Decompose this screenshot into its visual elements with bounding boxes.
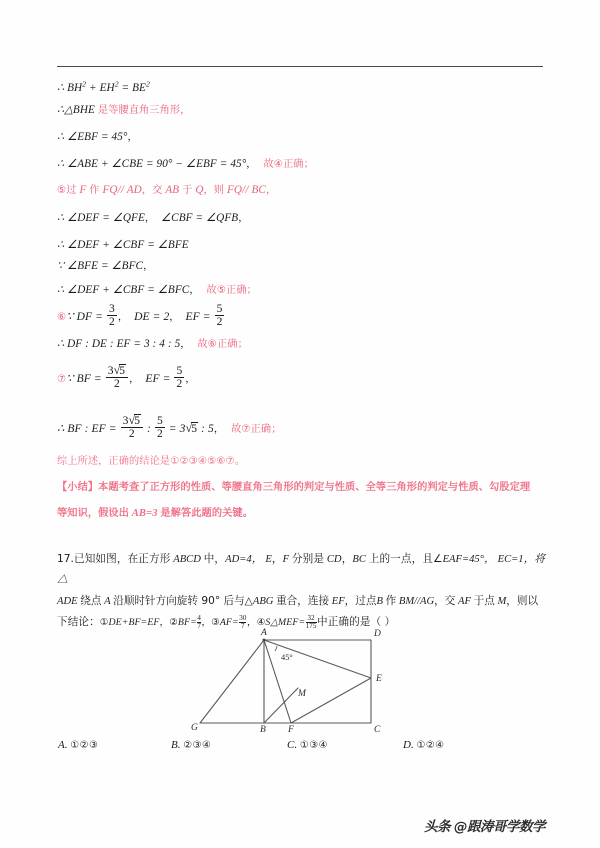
item7-conc-frac1: $\frac{3√5}{2}$	[121, 414, 143, 440]
note-body-2-eq: =3	[146, 508, 158, 519]
conc-2-fraction: $\frac{4}{7}$	[197, 613, 201, 630]
conc-1-expr: DE+BF=EF	[108, 617, 160, 628]
question-17-line-1: 17.已知如图，在正方形 ABCD 中，AD=4， E，F 分别是 CD，BC 上的一点，且∠EAF=45°， EC=1，将△	[57, 553, 546, 586]
item7-conc-lhs: BF : EF =	[67, 422, 117, 435]
l5-cn5: ，则	[203, 185, 225, 196]
question-17-line-3: 下结论：①DE+BF=EF，②BF= $\frac{4}{7}$ ，③AF= $\frac{30}{7}$ ，④S△MEF= $\frac{32}{175}$ 中正确的是（ ）	[57, 613, 396, 630]
proof-line-bhe-isosceles: ∴△BHE 是等腰直角三角形，	[57, 104, 191, 116]
conc-3-fraction: $\frac{30}{7}$	[239, 613, 247, 630]
footer-watermark	[424, 812, 574, 838]
note-body-2-pre: 等知识，假设出	[57, 508, 130, 519]
note-body-2-math: AB	[131, 508, 147, 519]
proof-item6-givens: ⑥∵ DF = $\frac{3}{2}$ ， DE = 2， EF = $\frac{5}{2}$	[57, 303, 223, 329]
item7-ef-label: EF	[145, 372, 160, 385]
conc-4-fraction: $\frac{32}{175}$	[305, 613, 317, 630]
proof-line-def-cbf-bfe: ∴ ∠DEF + ∠CBF = ∠BFE	[57, 239, 189, 251]
square-abcd-rotation-diagram	[186, 626, 416, 734]
def-cbf-bfc-note: 故⑤正确；	[206, 285, 257, 296]
option-a-label: A.	[58, 739, 68, 751]
item6-df-label: DF	[76, 310, 93, 323]
toutiao-logo-text: 头条	[424, 819, 450, 835]
proof-item7-givens: ⑦∵ BF = $\frac{3√5}{2}$ ， EF = $\frac{5}{2}$ ，	[57, 363, 196, 391]
proof-item7-conclusion: ∴ BF : EF = $\frac{3√5}{2}$ : $\frac{5}{2}$ = 3√5 : 5， 故⑦正确；	[57, 413, 282, 441]
option-b-label: B.	[171, 739, 181, 751]
conc-1-marker: ①	[99, 617, 109, 628]
item6-ef-label: EF	[185, 310, 200, 323]
conc-2-marker: ②	[169, 617, 178, 628]
figure-label-D: D	[374, 629, 381, 639]
item7-bf-fraction: $\frac{3√5}{2}$	[106, 364, 128, 390]
proof-note-line-2	[57, 507, 253, 520]
conc-4-expr: S△MEF=	[265, 617, 306, 628]
q17-tail: 中正确的是（ ）	[317, 616, 396, 628]
figure-label-C: C	[374, 725, 381, 734]
conc-2-expr: BF=	[177, 617, 197, 628]
item6-de-value: 2	[163, 310, 170, 323]
note-body-2-post: 是解答此题的关键。	[160, 508, 253, 519]
option-c[interactable]	[287, 739, 328, 751]
figure-label-angle-45: 45°	[281, 653, 293, 662]
bhe-isosceles-cn: 是等腰直角三角形，	[97, 105, 191, 116]
proof-line-def-cbf-bfc: ∴ ∠DEF + ∠CBF = ∠BFC， 故⑤正确；	[57, 284, 257, 296]
item7-bf-label: BF	[76, 372, 91, 385]
option-a[interactable]	[58, 739, 98, 751]
proof-line-bh-eh-be: ∴ $BH^2 + EH^2 = BE^2$	[57, 79, 150, 94]
question-17-block	[57, 549, 545, 633]
option-a-value: ①②③	[70, 740, 99, 751]
proof-line-5-construct: ⑤过 F 作 FQ// AD，交 AB 于 Q，则 FQ// BC，	[57, 184, 277, 196]
figure-label-B: B	[260, 725, 266, 734]
abe-cbe-note: 故④正确；	[263, 159, 314, 170]
item7-conc-frac2: $\frac{5}{2}$	[156, 415, 163, 441]
proof-line-ebf-45: ∴ ∠EBF = 45°，	[57, 131, 138, 143]
option-d-label: D.	[403, 739, 414, 751]
item6-note: 故⑥正确；	[197, 339, 248, 350]
figure-labels	[191, 628, 382, 734]
l5-cn2: 作	[89, 185, 100, 196]
figure-label-E: E	[376, 674, 382, 684]
conc-3-expr: AF=	[219, 617, 239, 628]
item7-note: 故⑦正确；	[231, 423, 282, 435]
note-tag: 【小结】	[57, 482, 99, 493]
segment-AG	[200, 640, 264, 723]
proof-line-bfe-bfc: ∵ ∠BFE = ∠BFC，	[57, 260, 154, 272]
item6-marker: ⑥	[57, 311, 67, 323]
l5-cn3: ，交	[141, 185, 163, 196]
item6-df-fraction: $\frac{3}{2}$	[108, 303, 115, 329]
proof-line-def-qfe: ∴ ∠DEF = ∠QFE， ∠CBF = ∠QFB，	[57, 212, 249, 224]
figure-label-M: M	[298, 689, 306, 699]
option-b[interactable]	[171, 739, 211, 751]
geometry-figure-container	[186, 626, 416, 734]
figure-label-G: G	[191, 723, 198, 733]
conc-4-marker: ④	[256, 617, 266, 628]
figure-label-A: A	[261, 628, 267, 638]
option-b-value: ②③④	[183, 740, 212, 751]
figure-label-F: F	[288, 725, 294, 734]
proof-summary-line: 综上所述，正确的结论是①②③④⑤⑥⑦。	[57, 456, 246, 467]
question-17-line-2: ADE 绕点 A 沿顺时针方向旋转 90° 后与△ABG 重合，连接 EF，过点B 作 BM//AG，交 AF 于点 M，则以	[57, 595, 539, 607]
proof-note-line-1	[57, 481, 530, 493]
item7-marker: ⑦	[57, 373, 67, 385]
l5-cn1: 过	[66, 185, 77, 196]
item6-de-label: DE	[134, 310, 150, 323]
option-d[interactable]	[403, 739, 445, 751]
item6-ef-fraction: $\frac{5}{2}$	[216, 303, 223, 329]
q17-number: 17.	[57, 553, 74, 565]
conc-3-marker: ③	[211, 617, 220, 628]
option-d-value: ①②④	[416, 740, 445, 751]
option-c-label: C.	[287, 739, 298, 751]
segment-EF	[291, 678, 371, 723]
angle-arc-45	[275, 646, 277, 651]
l5-cn4: 于	[182, 185, 193, 196]
proof-line-abe-cbe: ∴ ∠ABE + ∠CBE = 90° − ∠EBF = 45°， 故④正确；	[57, 158, 314, 170]
author-handle: @跟涛哥学数学	[454, 819, 545, 835]
proof-item6-conclusion: ∴ DF : DE : EF = 3 : 4 : 5， 故⑥正确；	[57, 338, 248, 350]
l5-cn6: ，	[265, 185, 277, 196]
option-c-value: ①③④	[299, 740, 328, 751]
vertex-dots	[263, 639, 266, 642]
top-horizontal-rule	[57, 66, 543, 67]
note-body-1: 本题考查了正方形的性质、等腰直角三角形的判定与性质、全等三角形的判定与性质、勾股定理	[98, 482, 531, 493]
item7-ef-fraction: $\frac{5}{2}$	[176, 365, 183, 391]
